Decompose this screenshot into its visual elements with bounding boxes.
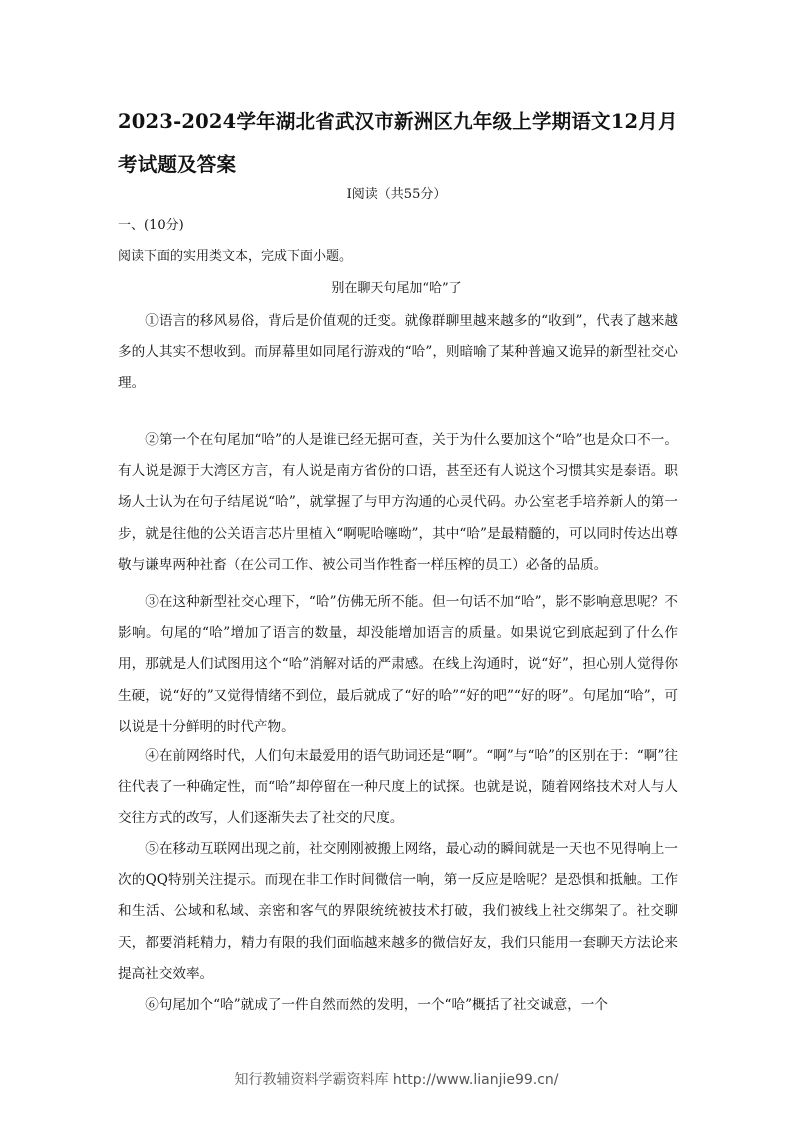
paragraph-2: ②第一个在句尾加“哈”的人是谁已经无据可查，关于为什么要加这个“哈”也是众口不一。有人说是源于大湾区方言，有人说是南方省份的口语，甚至还有人说这个习惯其实是泰语。职场人士认为在句子结尾说“哈”，就掌握了与甲方沟通的心灵代码。办公室老手培养新人的第一步，就是往他的公关语言芯片里植入“啊呢哈噻呦”，其中“哈”是最精髓的，可以同时传达出尊敬与谦卑两种社畜（在公司工作、被公司当作牲畜一样压榨的员工）必备的品质。 [118,432,678,573]
paragraph-1: ①语言的移风易俗，背后是价值观的迁变。就像群聊里越来越多的“收到”，代表了越来越多的人其实不想收到。而屏幕里如同尾行游戏的“哈”，则暗喻了某种普遍又诡异的新型社交心理。 [118,313,678,392]
article-title: 别在聊天句尾加“哈”了 [331,281,462,296]
question-number: 一、(10分) [118,218,184,233]
paragraph-5: ⑤在移动互联网出现之前，社交刚刚被搬上网络，最心动的瞬间就是一天也不见得响上一次的QQ特别关注提示。而现在非工作时间微信一响，第一反应是啥呢？是恐惧和抵触。工作和生活、公域和私域、亲密和客气的界限统统被技术打破，我们被线上社交绑架了。社交聊天，都要消耗精力，精力有限的我们面临越来越多的微信好友，我们只能用一套聊天方法论来提高社交效率。 [118,841,678,982]
section-heading: Ⅰ阅读（共55分） [346,187,447,202]
paragraph-6: ⑥句尾加个“哈”就成了一件自然而然的发明，一个“哈”概括了社交诚意，一个 [145,997,608,1013]
document-title: 2023-2024学年湖北省武汉市新洲区九年级上学期语文12月月考试题及答案 [118,110,678,176]
footer-watermark: 知行教辅资料学霸资料库 http://www.lianjie99.cn/ [234,1072,559,1088]
paragraph-4: ④在前网络时代，人们句末最爱用的语气助词还是“啊”。“啊”与“哈”的区别在于：“啊”往往代表了一种确定性，而“哈”却停留在一种尺度上的试探。也就是说，随着网络技术对人与人交往方式的改写，人们逐渐失去了社交的尺度。 [118,748,678,827]
paragraph-3: ③在这种新型社交心理下，“哈”仿佛无所不能。但一句话不加“哈”，影不影响意思呢？不影响。句尾的“哈”增加了语言的数量，却没能增加语言的质量。如果说它到底起到了什么作用，那就是人们试图用这个“哈”消解对话的严肃感。在线上沟通时，说“好”，担心别人觉得你生硬，说“好的”又觉得情绪不到位，最后就成了“好的哈”“好的吧”“好的呀”。句尾加“哈”，可以说是十分鲜明的时代产物。 [118,594,678,735]
instruction-text: 阅读下面的实用类文本，完成下面小题。 [118,249,353,264]
